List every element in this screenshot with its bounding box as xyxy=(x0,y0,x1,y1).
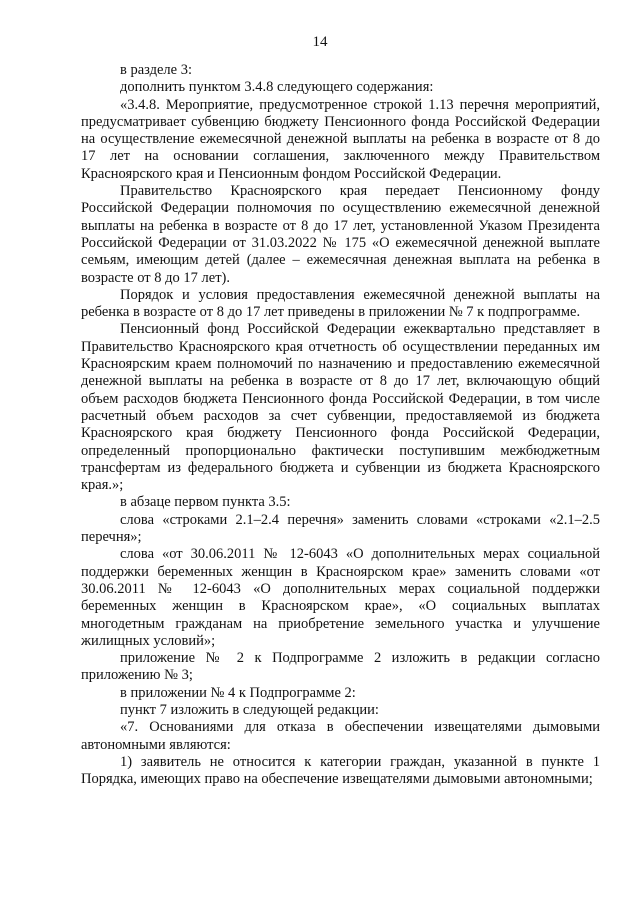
paragraph: в разделе 3: xyxy=(120,62,193,78)
paragraph: в абзаце первом пункта 3.5: xyxy=(120,494,291,511)
paragraph: пункт 7 изложить в следующей редакции: xyxy=(120,701,379,718)
paragraph: 1) заявитель не относится к категории граждан, указанной в пункте 1 Порядка, имеющих право на обеспечение извещателями дымовыми автономными; xyxy=(81,753,600,788)
paragraph: приложение № 2 к Подпрограмме 2 изложить в редакции согласно приложению № 3; xyxy=(81,650,600,684)
paragraph: «7. Основаниями для отказа в обеспечении извещателями дымовыми автономными являются: xyxy=(81,719,600,753)
paragraph: слова «от 30.06.2011 № 12-6043 «О дополнительных мерах социальной поддержки беременных женщин в Красноярском крае» заменить словами «от 30.06.2011 № 12-6043 «О дополнительных мерах социальной поддержки беременных женщин в Красноярском крае», «О социальных выплатах многодетным гражданам на приобретение земельного участка и улучшение жилищных условий»; xyxy=(81,546,600,649)
paragraph: «3.4.8. Мероприятие, предусмотренное строкой 1.13 перечня мероприятий, предусматривает субвенцию бюджету Пенсионного фонда Российской Федерации на осуществление ежемесячной денежной выплаты на ребенка в возрасте от 8 до 17 лет на основании соглашения, заключенного между Правительством Красноярского края и Пенсионным фондом Российской Федерации. xyxy=(81,96,600,182)
paragraph: в приложении № 4 к Подпрограмме 2: xyxy=(120,684,356,701)
paragraph: Пенсионный фонд Российской Федерации ежеквартально представляет в Правительство Красноярского края отчетность об осуществлении переданных им Красноярским краем полномочий по назначению и предоставлению ежемесячной денежной выплаты на ребенка в возрасте от 8 до 17 лет, включающую общий объем расходов бюджета Пенсионного фонда Российской Федерации, в том числе расчетный объем расходов за счет субвенции, предоставляемой из бюджета Красноярского края бюджету Пенсионного фонда Российской Федерации, определенный пропорционально фактически поступившим межбюджетным трансфертам из федерального бюджета и субвенции из бюджета Красноярского края.»; xyxy=(81,321,600,494)
paragraph: Порядок и условия предоставления ежемесячной денежной выплаты на ребенка в возрасте от 8 до 17 лет приведены в приложении № 7 к подпрограмме. xyxy=(81,286,600,321)
paragraph: Правительство Красноярского края передает Пенсионному фонду Российской Федерации полномочия по осуществлению ежемесячной денежной выплаты на ребенка в возрасте от 8 до 17 лет, установленной Указом Президента Российской Федерации от 31.03.2022 № 175 «О ежемесячной денежной выплате семьям, имеющим детей (далее – ежемесячная денежная выплата на ребенка в возрасте от 8 до 17 лет). xyxy=(81,183,600,286)
paragraph: дополнить пунктом 3.4.8 следующего содержания: xyxy=(120,79,434,96)
document-body xyxy=(81,62,600,788)
paragraph: слова «строками 2.1–2.4 перечня» заменить словами «строками «2.1–2.5 перечня»; xyxy=(81,511,600,546)
page-number: 14 xyxy=(312,34,328,50)
